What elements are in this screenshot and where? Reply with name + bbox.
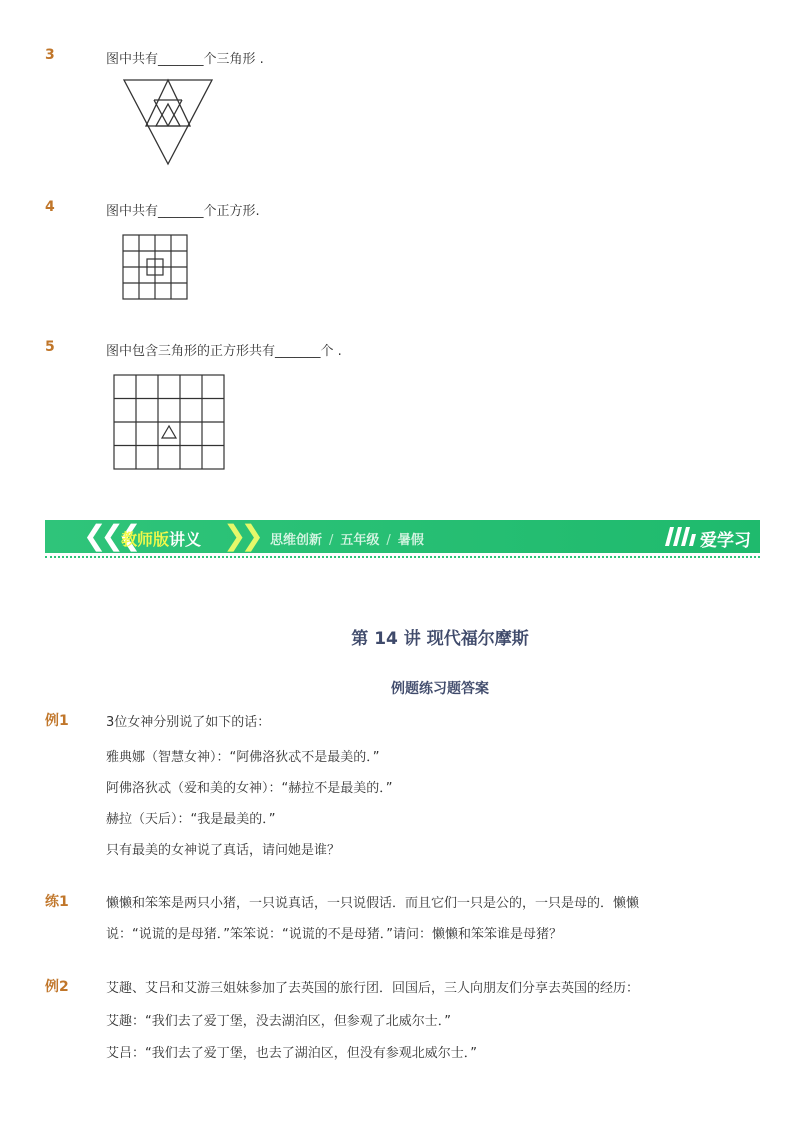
question-text: 图中包含三角形的正方形共有_______个 .	[106, 344, 342, 359]
small-triangle	[162, 426, 176, 438]
brand-name: 爱学习	[700, 531, 751, 551]
example-line: 艾吕：“我们去了爱丁堡，也去了湖泊区，但没有参观北威尔士．”	[106, 1046, 477, 1061]
question-text: 图中共有_______个三角形 .	[106, 52, 264, 67]
small-inner-triangle	[156, 104, 180, 126]
triangle-in-grid-figure	[112, 373, 226, 471]
example-line: 艾趣：“我们去了爱丁堡，没去湖泊区，但参观了北威尔士．”	[106, 1014, 451, 1029]
banner-title: 教师版讲义	[121, 530, 202, 549]
question-text: 图中共有_______个正方形.	[106, 204, 260, 219]
outer-inverted-triangle	[124, 80, 212, 164]
example-line: 雅典娜（智慧女神）：“阿佛洛狄忒不是最美的．”	[106, 750, 380, 765]
squares-grid-figure	[122, 234, 190, 302]
example-line: 3位女神分别说了如下的话：	[106, 715, 271, 730]
example-line: 只有最美的女神说了真话，请问她是谁？	[106, 843, 341, 858]
practice-line: 说：“说谎的是母猪．”笨笨说：“说谎的不是母猪．”请问：懒懒和笨笨谁是母猪？	[106, 927, 562, 942]
example-label: 例2	[45, 979, 69, 995]
breadcrumb-term: 暑假	[397, 533, 424, 548]
lecture-title: 第 14 讲 现代福尔摩斯	[351, 629, 529, 649]
triangles-figure	[120, 76, 216, 168]
dotted-divider	[45, 556, 760, 558]
chevron-right-icon: ❯❯	[223, 519, 258, 552]
practice-label: 练1	[45, 894, 69, 910]
brand-logo-icon	[663, 524, 697, 549]
breadcrumb: 思维创新 / 五年级 / 暑假	[270, 533, 424, 548]
practice-line: 懒懒和笨笨是两只小猪，一只说真话，一只说假话．而且它们一只是公的，一只是母的．懒懒	[106, 896, 640, 911]
question-number: 4	[45, 199, 55, 215]
question-number: 3	[45, 47, 55, 63]
diag-left	[154, 100, 168, 126]
question-number: 5	[45, 339, 55, 355]
example-line: 艾趣、艾吕和艾游三姐妹参加了去英国的旅行团．回国后，三人向朋友们分享去英国的经历：	[106, 981, 640, 996]
diag-right	[168, 100, 182, 126]
header-banner	[45, 520, 760, 553]
section-title: 例题练习题答案	[391, 681, 489, 697]
breadcrumb-grade: 五年级	[340, 533, 380, 548]
example-label: 例1	[45, 713, 69, 729]
chevron-left-icon: ❮❮❮	[83, 519, 136, 552]
breadcrumb-subject: 思维创新	[270, 533, 323, 548]
example-line: 赫拉（天后）：“我是最美的．”	[106, 812, 276, 827]
example-line: 阿佛洛狄忒（爱和美的女神）：“赫拉不是最美的．”	[106, 781, 393, 796]
